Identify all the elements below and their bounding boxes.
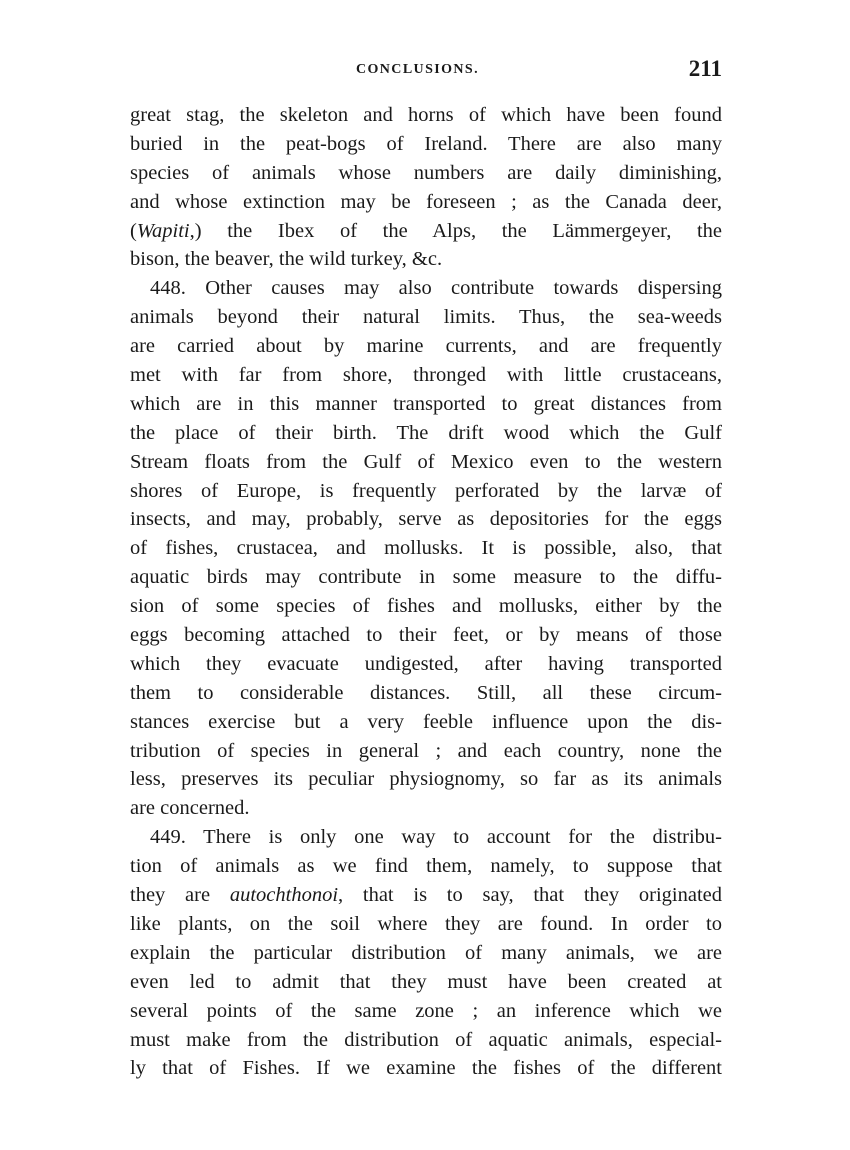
text-line: eggs becoming attached to their feet, or by means of those: [130, 624, 722, 647]
text-line: sion of some species of fishes and mollusks, either by the: [130, 595, 722, 618]
running-title: CONCLUSIONS.: [356, 62, 479, 77]
body-text: [130, 101, 722, 1083]
text-line: them to considerable distances. Still, all these circum-: [130, 681, 722, 704]
text-line: explain the particular distribution of many animals, we are: [130, 941, 722, 964]
text-line: which are in this manner transported to great distances from: [130, 392, 722, 415]
text-line: ly that of Fishes. If we examine the fishes of the different: [130, 1057, 722, 1080]
text-line: and whose extinction may be foreseen ; as the Canada deer,: [130, 190, 722, 213]
running-head: [130, 56, 722, 86]
text-line: species of animals whose numbers are daily diminishing,: [130, 161, 722, 184]
text-line: less, preserves its peculiar physiognomy, so far as its animals: [130, 768, 722, 791]
text-line: several points of the same zone ; an inference which we: [130, 999, 722, 1022]
text-line: tion of animals as we find them, namely, to suppose that: [130, 855, 722, 878]
text-line: the place of their birth. The drift wood which the Gulf: [130, 421, 722, 444]
text-line: they are autochthonoi, that is to say, that they originated: [130, 884, 722, 907]
text-line: great stag, the skeleton and horns of which have been found: [130, 104, 722, 126]
paragraph-448-start: 448. Other causes may also contribute towards dispersing: [150, 277, 722, 300]
paragraph-449-start: 449. There is only one way to account for the distribu-: [150, 826, 722, 849]
text-line: buried in the peat-bogs of Ireland. There are also many: [130, 132, 722, 155]
text-line: stances exercise but a very feeble influence upon the dis-: [130, 710, 722, 733]
text-line: (Wapiti,) the Ibex of the Alps, the Lämmergeyer, the: [130, 219, 722, 242]
text-line: met with far from shore, thronged with little crustaceans,: [130, 364, 722, 387]
page-number: 211: [688, 56, 722, 81]
text-line: bison, the beaver, the wild turkey, &c.: [130, 248, 443, 271]
text-line: tribution of species in general ; and each country, none the: [130, 739, 722, 762]
text-line: like plants, on the soil where they are found. In order to: [130, 912, 722, 935]
text-line: shores of Europe, is frequently perforated by the larvæ of: [130, 479, 722, 502]
text-line: animals beyond their natural limits. Thus, the sea-weeds: [130, 306, 722, 329]
text-line: are carried about by marine currents, and are frequently: [130, 335, 722, 358]
text-line: which they evacuate undigested, after having transported: [130, 652, 722, 675]
text-line: insects, and may, probably, serve as depositories for the eggs: [130, 508, 722, 531]
text-line: even led to admit that they must have been created at: [130, 970, 722, 993]
text-line: are concerned.: [130, 797, 250, 820]
text-line: aquatic birds may contribute in some measure to the diffu-: [130, 566, 722, 589]
text-line: must make from the distribution of aquatic animals, especial-: [130, 1028, 722, 1051]
text-line: of fishes, crustacea, and mollusks. It is possible, also, that: [130, 537, 722, 560]
text-line: Stream floats from the Gulf of Mexico even to the western: [130, 450, 722, 473]
